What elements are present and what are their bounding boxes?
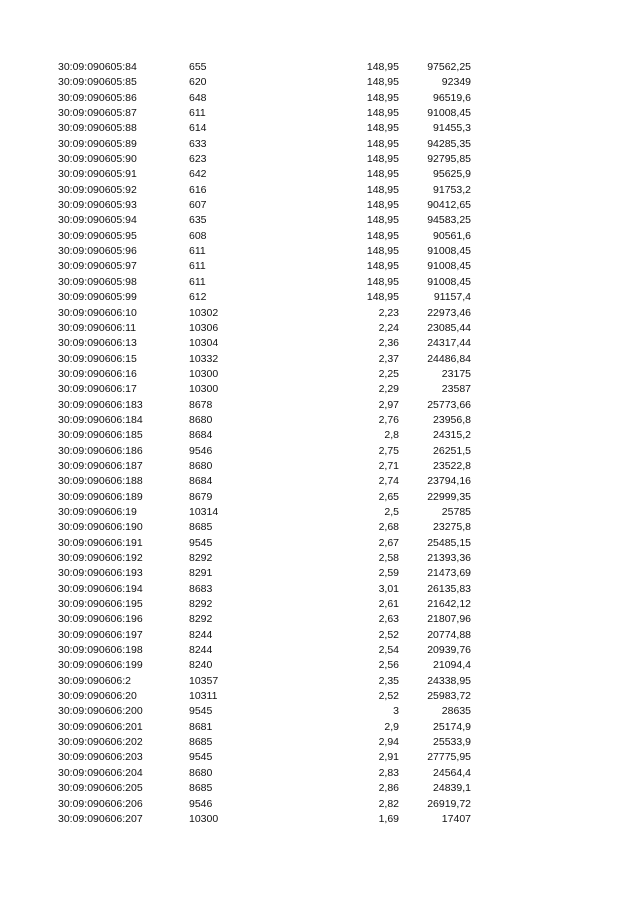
rate-cell: 148,95 [366, 183, 399, 196]
table-row [0, 91, 640, 106]
cadastral-number-cell: 30:09:090605:87 [58, 107, 137, 120]
rate-cell: 148,95 [366, 229, 399, 242]
total-cell: 21642,12 [427, 598, 471, 611]
area-cell: 8244 [189, 644, 213, 657]
table-row [0, 520, 640, 535]
total-cell: 24564,4 [433, 766, 471, 779]
cadastral-number-cell: 30:09:090606:19 [58, 505, 137, 518]
table-row [0, 781, 640, 796]
total-cell: 90561,6 [433, 229, 471, 242]
total-cell: 21473,69 [427, 567, 471, 580]
table-row [0, 551, 640, 566]
table-row [0, 259, 640, 274]
area-cell: 10314 [189, 505, 219, 518]
total-cell: 92795,85 [427, 153, 471, 166]
cadastral-number-cell: 30:09:090605:91 [58, 168, 137, 181]
cadastral-number-cell: 30:09:090606:197 [58, 628, 143, 641]
total-cell: 24839,1 [433, 782, 471, 795]
area-cell: 8292 [189, 552, 213, 564]
cadastral-number-cell: 30:09:090605:84 [58, 61, 137, 73]
total-cell: 24486,84 [427, 352, 471, 365]
cadastral-number-cell: 30:09:090606:199 [58, 659, 143, 672]
cadastral-number-cell: 30:09:090606:194 [58, 582, 143, 595]
area-cell: 10300 [189, 383, 219, 396]
area-cell: 10311 [189, 690, 218, 703]
total-cell: 91455,3 [433, 122, 471, 135]
rate-cell: 2,94 [378, 736, 399, 749]
table-row [0, 766, 640, 781]
table-row [0, 106, 640, 121]
total-cell: 94285,35 [427, 137, 471, 150]
area-cell: 648 [189, 91, 207, 104]
area-cell: 8240 [189, 659, 213, 672]
rate-cell: 148,95 [366, 91, 399, 104]
table-row [0, 382, 640, 397]
table-row [0, 290, 640, 305]
area-cell: 620 [189, 76, 207, 89]
table-row [0, 183, 640, 198]
area-cell: 9546 [189, 444, 213, 457]
rate-cell: 2,25 [378, 367, 399, 380]
total-cell: 26251,5 [433, 444, 471, 457]
rate-cell: 2,61 [378, 598, 399, 611]
table-row [0, 566, 640, 581]
table-row [0, 244, 640, 259]
table-row [0, 459, 640, 474]
cadastral-number-cell: 30:09:090606:189 [58, 490, 143, 503]
rate-cell: 2,35 [378, 674, 399, 687]
total-cell: 21094,4 [433, 659, 471, 672]
rate-cell: 2,59 [378, 567, 399, 580]
cadastral-number-cell: 30:09:090606:183 [58, 398, 143, 411]
table-row [0, 582, 640, 597]
total-cell: 23794,16 [427, 475, 471, 488]
total-cell: 20774,88 [427, 628, 471, 641]
cadastral-number-cell: 30:09:090605:86 [58, 91, 137, 104]
cadastral-number-cell: 30:09:090606:207 [58, 812, 143, 825]
cadastral-number-cell: 30:09:090606:190 [58, 521, 143, 534]
area-cell: 616 [189, 183, 207, 196]
rate-cell: 3 [393, 705, 399, 718]
area-cell: 9545 [189, 751, 213, 764]
rate-cell: 2,8 [384, 429, 399, 442]
cadastral-number-cell: 30:09:090606:203 [58, 751, 143, 764]
area-cell: 8678 [189, 398, 213, 411]
table-row [0, 812, 640, 827]
cadastral-number-cell: 30:09:090605:98 [58, 275, 137, 288]
area-cell: 8292 [189, 613, 213, 626]
cadastral-number-cell: 30:09:090606:193 [58, 567, 143, 580]
area-cell: 655 [189, 61, 207, 73]
cadastral-number-cell: 30:09:090606:186 [58, 444, 143, 457]
cadastral-number-cell: 30:09:090606:15 [58, 352, 137, 365]
rate-cell: 148,95 [366, 245, 399, 258]
cadastral-number-cell: 30:09:090606:195 [58, 598, 143, 611]
table-row [0, 536, 640, 551]
cadastral-number-cell: 30:09:090606:201 [58, 720, 143, 733]
table-row [0, 306, 640, 321]
rate-cell: 2,52 [378, 628, 399, 641]
table-row [0, 735, 640, 750]
total-cell: 24315,2 [433, 429, 471, 442]
rate-cell: 2,52 [378, 690, 399, 703]
table-row [0, 121, 640, 136]
rate-cell: 2,54 [378, 644, 399, 657]
area-cell: 642 [189, 168, 207, 181]
cadastral-number-cell: 30:09:090606:187 [58, 459, 143, 472]
table-row [0, 336, 640, 351]
total-cell: 24317,44 [427, 337, 471, 350]
cadastral-number-cell: 30:09:090606:11 [58, 321, 137, 334]
table-row [0, 213, 640, 228]
area-cell: 8244 [189, 628, 213, 641]
table-row [0, 137, 640, 152]
table-row [0, 797, 640, 812]
area-cell: 8680 [189, 413, 213, 426]
cadastral-number-cell: 30:09:090605:96 [58, 245, 137, 258]
rate-cell: 2,29 [378, 383, 399, 396]
area-cell: 623 [189, 153, 207, 166]
cadastral-number-cell: 30:09:090606:200 [58, 705, 143, 718]
table-row [0, 428, 640, 443]
rate-cell: 2,82 [378, 797, 399, 810]
total-cell: 25773,66 [427, 398, 471, 411]
cadastral-number-cell: 30:09:090606:17 [58, 383, 137, 396]
rate-cell: 148,95 [366, 214, 399, 227]
rate-cell: 148,95 [366, 199, 399, 212]
rate-cell: 2,9 [384, 720, 399, 733]
cadastral-number-cell: 30:09:090605:95 [58, 229, 137, 242]
total-cell: 25533,9 [433, 736, 471, 749]
rate-cell: 2,76 [378, 413, 399, 426]
area-cell: 10306 [189, 321, 219, 334]
area-cell: 8679 [189, 490, 213, 503]
table-row [0, 704, 640, 719]
total-cell: 22973,46 [427, 306, 471, 319]
rate-cell: 2,71 [378, 459, 399, 472]
cadastral-number-cell: 30:09:090606:202 [58, 736, 143, 749]
rate-cell: 148,95 [366, 260, 399, 273]
area-cell: 614 [189, 122, 207, 135]
rate-cell: 2,58 [378, 552, 399, 564]
total-cell: 21807,96 [427, 613, 471, 626]
total-cell: 97562,25 [427, 61, 471, 73]
total-cell: 23275,8 [433, 521, 471, 534]
area-cell: 9546 [189, 797, 213, 810]
total-cell: 25785 [441, 505, 471, 518]
area-cell: 8684 [189, 475, 213, 488]
total-cell: 23522,8 [433, 459, 471, 472]
total-cell: 91008,45 [427, 107, 471, 120]
cadastral-number-cell: 30:09:090606:10 [58, 306, 137, 319]
table-row [0, 628, 640, 643]
table-row [0, 152, 640, 167]
table-row [0, 398, 640, 413]
cadastral-number-cell: 30:09:090606:192 [58, 552, 143, 564]
rate-cell: 148,95 [366, 291, 399, 304]
rate-cell: 2,97 [378, 398, 399, 411]
rate-cell: 148,95 [366, 153, 399, 166]
table-row [0, 674, 640, 689]
table-row [0, 352, 640, 367]
rate-cell: 2,75 [378, 444, 399, 457]
area-cell: 611 [189, 107, 206, 120]
rate-cell: 1,69 [378, 812, 399, 825]
cadastral-number-cell: 30:09:090605:93 [58, 199, 137, 212]
rate-cell: 2,83 [378, 766, 399, 779]
rate-cell: 2,74 [378, 475, 399, 488]
table-row [0, 597, 640, 612]
cadastral-number-cell: 30:09:090606:191 [58, 536, 143, 549]
area-cell: 635 [189, 214, 207, 227]
rate-cell: 2,63 [378, 613, 399, 626]
area-cell: 9545 [189, 705, 213, 718]
cadastral-number-cell: 30:09:090605:99 [58, 291, 137, 304]
rate-cell: 148,95 [366, 168, 399, 181]
area-cell: 10300 [189, 812, 219, 825]
rate-cell: 2,36 [378, 337, 399, 350]
area-cell: 8292 [189, 598, 213, 611]
total-cell: 26135,83 [427, 582, 471, 595]
table-row [0, 658, 640, 673]
cadastral-number-cell: 30:09:090606:206 [58, 797, 143, 810]
total-cell: 96519,6 [433, 91, 471, 104]
area-cell: 10357 [189, 674, 219, 687]
cadastral-number-cell: 30:09:090605:94 [58, 214, 137, 227]
rate-cell: 148,95 [366, 61, 399, 73]
total-cell: 27775,95 [427, 751, 471, 764]
total-cell: 90412,65 [427, 199, 471, 212]
total-cell: 91753,2 [433, 183, 471, 196]
area-cell: 9545 [189, 536, 213, 549]
total-cell: 94583,25 [427, 214, 471, 227]
cadastral-number-cell: 30:09:090605:85 [58, 76, 137, 89]
total-cell: 20939,76 [427, 644, 471, 657]
table-row [0, 444, 640, 459]
area-cell: 8683 [189, 582, 213, 595]
area-cell: 8680 [189, 459, 213, 472]
cadastral-number-cell: 30:09:090606:188 [58, 475, 143, 488]
cadastral-number-cell: 30:09:090605:97 [58, 260, 137, 273]
total-cell: 25174,9 [433, 720, 471, 733]
table-row [0, 474, 640, 489]
cadastral-number-cell: 30:09:090606:13 [58, 337, 137, 350]
area-cell: 10332 [189, 352, 219, 365]
cadastral-number-cell: 30:09:090605:90 [58, 153, 137, 166]
cadastral-number-cell: 30:09:090605:89 [58, 137, 137, 150]
rate-cell: 148,95 [366, 107, 399, 120]
table-row [0, 167, 640, 182]
cadastral-number-cell: 30:09:090606:20 [58, 690, 137, 703]
total-cell: 26919,72 [427, 797, 471, 810]
table-row [0, 490, 640, 505]
cadastral-number-cell: 30:09:090606:2 [58, 674, 131, 687]
area-cell: 8685 [189, 521, 213, 534]
area-cell: 608 [189, 229, 207, 242]
table-row [0, 750, 640, 765]
area-cell: 8681 [189, 720, 213, 733]
area-cell: 10302 [189, 306, 219, 319]
total-cell: 92349 [441, 76, 471, 89]
cadastral-number-cell: 30:09:090606:198 [58, 644, 143, 657]
cadastral-number-cell: 30:09:090606:16 [58, 367, 137, 380]
table-row [0, 229, 640, 244]
table-row [0, 275, 640, 290]
area-cell: 8684 [189, 429, 213, 442]
area-cell: 607 [189, 199, 207, 212]
rate-cell: 2,23 [378, 306, 399, 319]
rate-cell: 3,01 [378, 582, 399, 595]
area-cell: 10304 [189, 337, 219, 350]
area-cell: 633 [189, 137, 207, 150]
total-cell: 23956,8 [433, 413, 471, 426]
rate-cell: 148,95 [366, 275, 399, 288]
rate-cell: 2,5 [384, 505, 399, 518]
area-cell: 8685 [189, 736, 213, 749]
rate-cell: 2,24 [378, 321, 399, 334]
cadastral-number-cell: 30:09:090606:184 [58, 413, 143, 426]
area-cell: 611 [189, 275, 206, 288]
rate-cell: 2,91 [378, 751, 399, 764]
table-row [0, 60, 640, 75]
area-cell: 8685 [189, 782, 213, 795]
area-cell: 8291 [189, 567, 213, 580]
rate-cell: 2,67 [378, 536, 399, 549]
area-cell: 611 [189, 245, 206, 258]
table-row [0, 75, 640, 90]
rate-cell: 2,86 [378, 782, 399, 795]
cadastral-number-cell: 30:09:090606:204 [58, 766, 143, 779]
total-cell: 25485,15 [427, 536, 471, 549]
total-cell: 91008,45 [427, 260, 471, 273]
rate-cell: 2,68 [378, 521, 399, 534]
total-cell: 91157,4 [433, 291, 471, 304]
area-cell: 612 [189, 291, 207, 304]
area-cell: 8680 [189, 766, 213, 779]
total-cell: 21393,36 [427, 552, 471, 564]
cadastral-number-cell: 30:09:090606:185 [58, 429, 143, 442]
cadastral-number-cell: 30:09:090605:88 [58, 122, 137, 135]
area-cell: 611 [189, 260, 206, 273]
area-cell: 10300 [189, 367, 219, 380]
total-cell: 95625,9 [433, 168, 471, 181]
total-cell: 24338,95 [427, 674, 471, 687]
table-row [0, 505, 640, 520]
total-cell: 91008,45 [427, 245, 471, 258]
total-cell: 28635 [441, 705, 471, 718]
table-row [0, 612, 640, 627]
total-cell: 23587 [441, 383, 471, 396]
table-row [0, 367, 640, 382]
rate-cell: 148,95 [366, 122, 399, 135]
table-row [0, 413, 640, 428]
table-row [0, 321, 640, 336]
table-row [0, 643, 640, 658]
table-row [0, 720, 640, 735]
rate-cell: 2,56 [378, 659, 399, 672]
data-table [0, 60, 640, 827]
rate-cell: 2,65 [378, 490, 399, 503]
rate-cell: 148,95 [366, 137, 399, 150]
total-cell: 23085,44 [427, 321, 471, 334]
cadastral-number-cell: 30:09:090605:92 [58, 183, 137, 196]
cadastral-number-cell: 30:09:090606:196 [58, 613, 143, 626]
cadastral-number-cell: 30:09:090606:205 [58, 782, 143, 795]
rate-cell: 148,95 [366, 76, 399, 89]
rate-cell: 2,37 [378, 352, 399, 365]
table-row [0, 198, 640, 213]
total-cell: 22999,35 [427, 490, 471, 503]
table-row [0, 689, 640, 704]
total-cell: 25983,72 [427, 690, 471, 703]
total-cell: 17407 [441, 812, 471, 825]
total-cell: 91008,45 [427, 275, 471, 288]
total-cell: 23175 [441, 367, 471, 380]
